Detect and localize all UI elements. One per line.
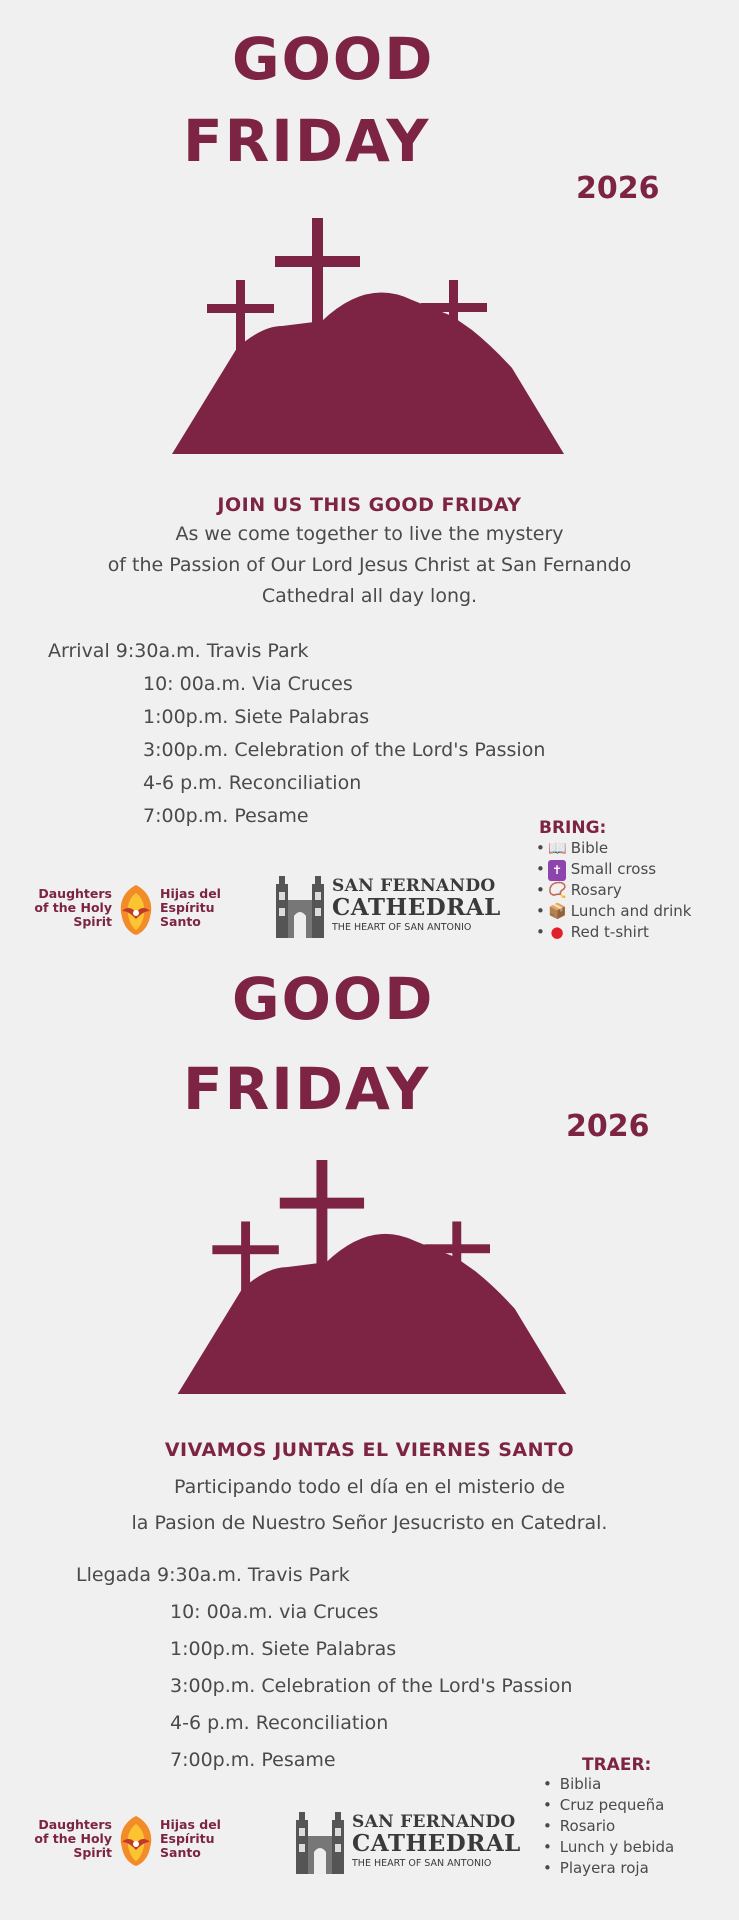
bring-item: • Cruz pequeña — [543, 1796, 665, 1814]
san-fernando-cathedral-logo — [292, 1808, 521, 1874]
cross-icon: ✝ — [548, 860, 566, 881]
schedule-item: 10: 00a.m. Via Cruces — [143, 673, 353, 695]
schedule-item: 4-6 p.m. Reconciliation — [170, 1712, 389, 1734]
bring-title: TRAER: — [582, 1755, 652, 1775]
schedule-item: 3:00p.m. Celebration of the Lord's Passion — [170, 1675, 573, 1697]
bring-item-label: Lunch y bebida — [559, 1838, 675, 1856]
logo-text-right: Hijas del Espíritu Santo — [160, 1817, 221, 1860]
bring-item: • Biblia — [543, 1775, 602, 1793]
section-heading: JOIN US THIS GOOD FRIDAY — [217, 494, 522, 516]
book-icon: 📖 — [548, 839, 567, 857]
bring-item: • ● Red t-shirt — [536, 923, 649, 941]
intro-paragraph — [0, 1469, 739, 1541]
intro-line: Participando todo el día en el misterio de — [174, 1476, 565, 1498]
lunchbox-icon: 📦 — [548, 902, 567, 920]
bring-item: • ✝ Small cross — [536, 859, 691, 880]
bring-item-label: Biblia — [559, 1775, 602, 1793]
intro-line: of the Passion of Our Lord Jesus Christ at San Fernando — [107, 554, 632, 576]
bring-item: • 📦 Lunch and drink — [536, 902, 692, 920]
red-circle-icon: ● — [550, 923, 564, 941]
intro-line: la Pasion de Nuestro Señor Jesucristo en Catedral. — [131, 1512, 608, 1534]
bring-item-label: Lunch and drink — [570, 902, 692, 920]
section-heading: VIVAMOS JUNTAS EL VIERNES SANTO — [164, 1439, 575, 1461]
bring-title: BRING: — [539, 818, 607, 838]
schedule-item: 7:00p.m. Pesame — [143, 805, 309, 827]
schedule-item: 1:00p.m. Siete Palabras — [143, 706, 370, 728]
bring-item-label: Red t-shirt — [570, 923, 649, 941]
intro-line: Cathedral all day long. — [261, 585, 478, 607]
bring-item: • Playera roja — [543, 1859, 649, 1877]
bring-list — [536, 838, 691, 943]
english-flyer — [0, 0, 739, 950]
cathedral-name-line1: SAN FERNANDO — [332, 876, 496, 896]
bring-item-label: Playera roja — [559, 1859, 649, 1877]
spanish-flyer — [0, 950, 739, 1920]
calvary-crosses-icon — [172, 218, 564, 454]
cathedral-tagline: THE HEART OF SAN ANTONIO — [352, 1858, 492, 1869]
logo-text-left: Daughters of the Holy Spirit — [34, 886, 112, 929]
cathedral-tagline: THE HEART OF SAN ANTONIO — [332, 922, 472, 933]
title-good: GOOD — [232, 965, 435, 1033]
cathedral-name-line2: CATHEDRAL — [352, 1830, 521, 1857]
schedule-item: 3:00p.m. Celebration of the Lord's Passion — [143, 739, 546, 761]
cathedral-building-icon — [272, 872, 328, 938]
cathedral-name-line2: CATHEDRAL — [332, 894, 501, 921]
title-friday: FRIDAY — [183, 107, 431, 175]
bring-item-label: Cruz pequeña — [559, 1796, 665, 1814]
bring-item-label: Rosary — [570, 881, 622, 899]
title-year: 2026 — [576, 171, 660, 206]
schedule-item: 4-6 p.m. Reconciliation — [143, 772, 362, 794]
dove-flame-icon — [114, 881, 158, 937]
schedule-item: 1:00p.m. Siete Palabras — [170, 1638, 397, 1660]
san-fernando-cathedral-logo — [272, 872, 501, 938]
bring-item: • Lunch y bebida — [543, 1838, 675, 1856]
title-year: 2026 — [566, 1109, 650, 1144]
bring-item: • 📿 Rosary — [536, 881, 622, 899]
bring-item: • 📖 Bible — [536, 839, 609, 857]
schedule-item: Arrival 9:30a.m. Travis Park — [48, 640, 309, 662]
cathedral-building-icon — [292, 1808, 348, 1874]
bring-item: • Rosario — [543, 1817, 616, 1835]
schedule-item: 10: 00a.m. via Cruces — [170, 1601, 379, 1623]
bring-list — [543, 1774, 674, 1879]
rosary-icon: 📿 — [548, 881, 567, 899]
logo-text-right: Hijas del Espíritu Santo — [160, 886, 221, 929]
dove-flame-icon — [114, 1812, 158, 1868]
intro-paragraph — [0, 519, 739, 612]
schedule-item: 7:00p.m. Pesame — [170, 1749, 336, 1771]
bring-item-label: Rosario — [559, 1817, 616, 1835]
daughters-holy-spirit-logo — [28, 1812, 248, 1868]
bring-item-label: Bible — [570, 839, 609, 857]
cathedral-name-line1: SAN FERNANDO — [352, 1812, 516, 1832]
daughters-holy-spirit-logo — [28, 881, 248, 937]
title-good: GOOD — [232, 25, 435, 93]
intro-line: As we come together to live the mystery — [175, 523, 564, 545]
schedule-item: Llegada 9:30a.m. Travis Park — [76, 1564, 350, 1586]
title-friday: FRIDAY — [183, 1055, 431, 1123]
bring-item-label: Small cross — [570, 860, 657, 878]
logo-text-left: Daughters of the Holy Spirit — [34, 1817, 112, 1860]
calvary-crosses-icon — [176, 1160, 568, 1394]
